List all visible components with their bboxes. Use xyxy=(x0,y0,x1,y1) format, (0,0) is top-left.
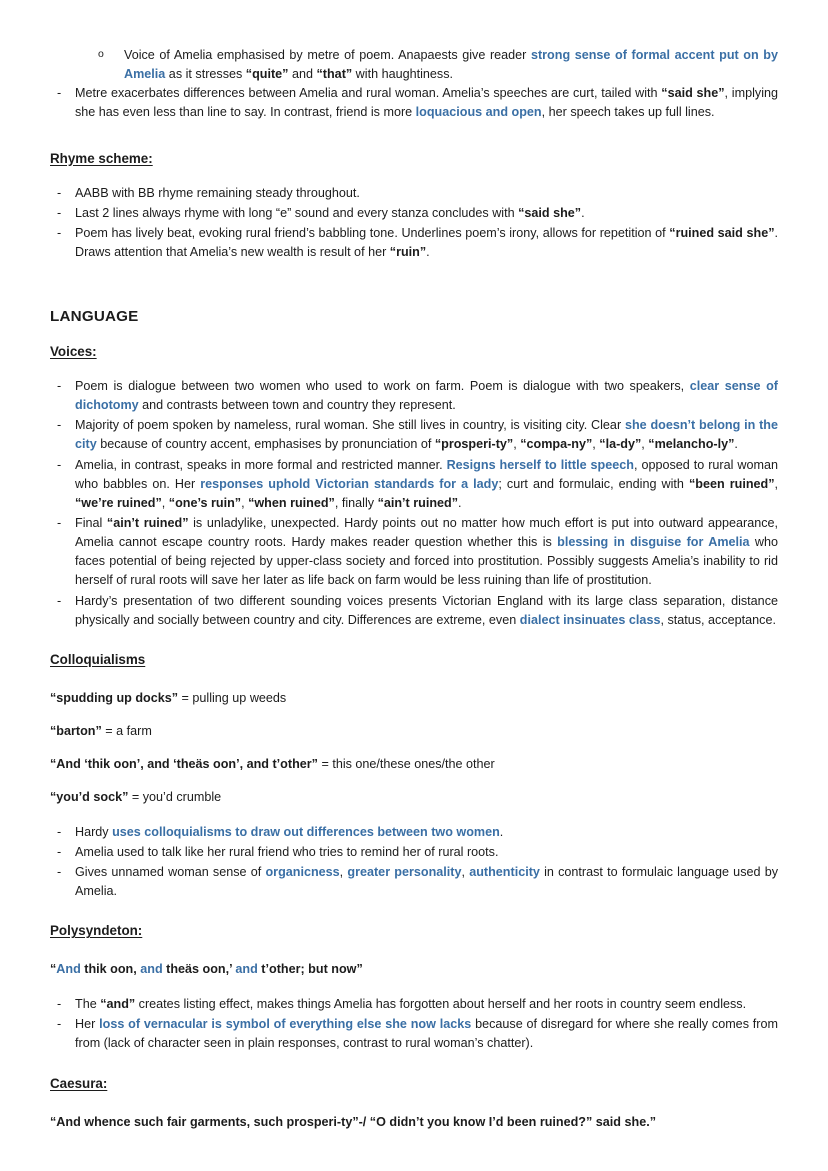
quote-run: “one’s ruin” xyxy=(168,495,242,510)
dash-bullet-icon: - xyxy=(57,185,62,200)
quote-run: “quite” xyxy=(245,67,289,82)
text-run: , xyxy=(592,437,600,452)
dash-bullet-icon: - xyxy=(57,225,62,240)
text-run: , xyxy=(161,495,169,510)
glossary-definition: = this one/these ones/the other xyxy=(317,756,495,771)
glossary-entry xyxy=(50,689,778,708)
list-item xyxy=(50,84,778,122)
quote-run: “melancho-ly” xyxy=(648,437,735,452)
quote-run: “said she” xyxy=(518,205,582,220)
dash-bullet-icon: - xyxy=(57,86,62,101)
quote-run: “ain’t ruined” xyxy=(106,516,189,531)
list-item-text xyxy=(75,379,778,412)
text-run: Poem is dialogue between two women who used to work on farm. Poem is dialogue with two speakers, xyxy=(75,379,690,394)
list-item xyxy=(50,224,778,262)
list-item xyxy=(50,184,778,203)
text-run: Hardy’s presentation of two different sounding voices presents Victorian England with its large class separation, distance physically and socially between country and city. Differences are extreme, even xyxy=(75,593,778,627)
list-item-text xyxy=(75,594,778,627)
quote-run: “that” xyxy=(316,67,353,82)
quote-run: “compa-ny” xyxy=(520,437,593,452)
list-item-text: Amelia used to talk like her rural friend who tries to remind her of rural roots. xyxy=(75,844,499,859)
text-run: . Draws attention that Amelia’s new wealth is result of her xyxy=(75,225,778,260)
list-item xyxy=(50,377,778,415)
list-item xyxy=(50,1015,778,1053)
dash-bullet-icon: - xyxy=(57,418,62,433)
text-run: t’other; but now” xyxy=(257,962,363,977)
heading-colloquialisms: Colloquialisms xyxy=(50,651,146,667)
list-item xyxy=(50,416,778,454)
list-item xyxy=(50,823,778,842)
text-run: who faces potential of being rejected by upper-class society and forced into prostitution. Possibly suggests Amelia’s inability to rid herself of rural roots will save her later as life back on farm would be less ruining than life of prostitution. xyxy=(75,535,779,588)
page-content xyxy=(50,46,778,1132)
text-run: , finally xyxy=(334,495,378,510)
text-run: Final xyxy=(75,516,107,531)
list-item-text xyxy=(75,458,778,510)
glossary-definition: = a farm xyxy=(101,723,152,738)
quote-run: “ain’t ruined” xyxy=(377,495,459,510)
text-run: Poem has lively beat, evoking rural friend’s babbling tone. Underlines poem’s irony, allows for repetition of xyxy=(75,225,670,240)
heading-rhyme-scheme: Rhyme scheme: xyxy=(50,150,153,166)
heading-polysyndeton: Polysyndeton: xyxy=(50,923,143,939)
list-item-text xyxy=(75,86,778,119)
highlight-run: authenticity xyxy=(469,864,540,879)
list-item-text xyxy=(75,418,778,451)
glossary-term: “you’d sock” xyxy=(50,789,129,804)
list-item xyxy=(50,204,778,223)
list-item xyxy=(50,843,778,862)
glossary-entry xyxy=(50,788,778,807)
circle-bullet-icon: o xyxy=(98,48,104,60)
list-item-text xyxy=(75,516,778,587)
highlight-run: and xyxy=(235,962,258,977)
text-run: , status, acceptance. xyxy=(660,612,776,627)
highlight-run: she doesn’t belong in the city xyxy=(75,418,779,452)
highlight-run: clear sense of dichotomy xyxy=(75,379,778,413)
highlight-run: dialect insinuates class xyxy=(519,612,661,627)
text-run: is unladylike, unexpected. Hardy points out no matter how much effort is put into outward appearance, Amelia cannot escape country roots. Hardy makes reader question whether this is xyxy=(75,516,779,550)
text-run: because of disregard for where she really comes from from (lack of character seen in plain responses, contrast to rural woman’s chatter). xyxy=(75,1017,778,1051)
glossary-entry xyxy=(50,722,778,741)
list-item xyxy=(50,995,778,1014)
quote-run: “ruin” xyxy=(389,245,427,260)
text-run: theäs oon,’ xyxy=(162,962,236,977)
text-run: The xyxy=(75,997,101,1012)
dash-bullet-icon: - xyxy=(57,997,62,1012)
glossary-term: “spudding up docks” xyxy=(50,690,179,705)
highlight-run: strong sense of formal accent put on by Amelia xyxy=(124,48,778,82)
quote-run: “we’re ruined” xyxy=(75,495,162,510)
highlight-run: responses uphold Victorian standards for a lady xyxy=(200,476,499,491)
list-item xyxy=(50,592,778,630)
heading-voices: Voices: xyxy=(50,343,97,359)
list-item-text xyxy=(124,48,778,81)
colloquialisms-list xyxy=(50,823,778,902)
dash-bullet-icon: - xyxy=(57,824,62,839)
highlight-run: loquacious and open xyxy=(415,105,542,120)
list-item xyxy=(50,456,778,513)
text-run: because of country accent, emphasises by pronunciation of xyxy=(96,437,435,452)
dash-bullet-icon: - xyxy=(57,205,62,220)
dash-bullet-icon: - xyxy=(57,379,62,394)
highlight-run: uses colloquialisms to draw out differences between two women xyxy=(112,824,500,839)
list-item-text xyxy=(75,206,585,220)
text-run: Metre exacerbates differences between Amelia and rural woman. Amelia’s speeches are curt, tailed with xyxy=(75,86,662,101)
heading-language: LANGUAGE xyxy=(50,308,139,326)
text-run: , xyxy=(339,864,348,879)
text-run: Last 2 lines always rhyme with long “e” sound and every stanza concludes with xyxy=(75,205,519,220)
text-run: . xyxy=(458,495,462,510)
dash-bullet-icon: - xyxy=(57,457,62,472)
list-item xyxy=(50,46,778,84)
text-run: Voice of Amelia emphasised by metre of poem. Anapaests give reader xyxy=(124,48,531,62)
text-run: , opposed to rural woman who babbles on. Her xyxy=(75,457,778,491)
text-run: ; curt and formulaic, ending with xyxy=(498,476,689,491)
text-run: , xyxy=(774,476,779,491)
text-run: Amelia, in contrast, speaks in more formal and restricted manner. xyxy=(75,457,447,472)
highlight-run: Resigns herself to little speech xyxy=(446,457,634,472)
quote-run: “prosperi-ty” xyxy=(434,437,514,452)
text-run: “ xyxy=(50,962,57,977)
quote-run: “when ruined” xyxy=(248,495,335,510)
highlight-run: And xyxy=(56,962,81,977)
list-item-text: AABB with BB rhyme remaining steady throughout. xyxy=(75,185,360,200)
text-run: and xyxy=(288,67,317,82)
text-run: , implying she has even less than line to say. In contrast, friend is more xyxy=(75,86,778,120)
text-run: . xyxy=(499,824,504,839)
list-item xyxy=(50,514,778,591)
metre-bullet-list xyxy=(50,46,778,123)
glossary-term: “And ‘thik oon’, and ‘theäs oon’, and t’other” xyxy=(50,756,318,771)
list-item-text xyxy=(75,825,503,839)
dash-bullet-icon: - xyxy=(57,516,62,531)
text-run: as it stresses xyxy=(165,67,246,82)
dash-bullet-icon: - xyxy=(57,593,62,608)
quote-run: “ruined said she” xyxy=(669,225,775,240)
quote-run: “la-dy” xyxy=(599,437,642,452)
text-run: , xyxy=(641,437,649,452)
list-item-text xyxy=(75,226,778,259)
text-run: , xyxy=(461,864,470,879)
voices-list xyxy=(50,377,778,630)
dash-bullet-icon: - xyxy=(57,844,62,859)
glossary-term: “barton” xyxy=(50,723,102,738)
dash-bullet-icon: - xyxy=(57,864,62,879)
highlight-run: and xyxy=(140,962,163,977)
quote-run: “been ruined” xyxy=(688,476,775,491)
highlight-run: organicness xyxy=(265,864,340,879)
text-run: Hardy xyxy=(75,824,113,839)
polysyndeton-list xyxy=(50,995,778,1053)
caesura-quote: “And whence such fair garments, such prosperi-ty”-/ “O didn’t you know I’d been ruined?” said she.” xyxy=(50,1114,656,1129)
quote-run: “and” xyxy=(100,997,136,1012)
rhyme-scheme-list xyxy=(50,184,778,263)
text-run: thik oon, xyxy=(80,962,141,977)
text-run: , her speech takes up full lines. xyxy=(541,105,715,120)
text-run: Gives unnamed woman sense of xyxy=(75,864,266,879)
text-run: and contrasts between town and country they represent. xyxy=(138,398,456,413)
polysyndeton-quote xyxy=(50,960,778,979)
text-run: in contrast to formulaic language used by Amelia. xyxy=(75,864,779,898)
text-run: Majority of poem spoken by nameless, rural woman. She still lives in country, is visiting city. Clear xyxy=(75,418,625,433)
text-run: creates listing effect, makes things Amelia has forgotten about herself and her roots in country seem endless. xyxy=(135,997,747,1012)
glossary-entry xyxy=(50,755,778,774)
dash-bullet-icon: - xyxy=(57,1017,62,1032)
list-item xyxy=(50,863,778,901)
list-item-text xyxy=(75,1017,778,1050)
text-run: . xyxy=(581,205,585,220)
highlight-run: greater personality xyxy=(347,864,462,879)
highlight-run: blessing in disguise for Amelia xyxy=(557,535,750,550)
list-item-text xyxy=(75,865,778,898)
heading-caesura: Caesura: xyxy=(50,1075,108,1091)
text-run: . xyxy=(426,245,430,260)
list-item-text xyxy=(75,997,746,1011)
text-run: with haughtiness. xyxy=(352,67,453,82)
text-run: Her xyxy=(75,1017,100,1032)
glossary-definition: = pulling up weeds xyxy=(178,690,287,705)
highlight-run: loss of vernacular is symbol of everything else she now lacks xyxy=(99,1017,472,1032)
text-run: , xyxy=(241,495,249,510)
quote-run: “said she” xyxy=(661,86,725,101)
text-run: , xyxy=(513,437,521,452)
glossary-definition: = you’d crumble xyxy=(128,789,222,804)
text-run: . xyxy=(734,437,738,452)
